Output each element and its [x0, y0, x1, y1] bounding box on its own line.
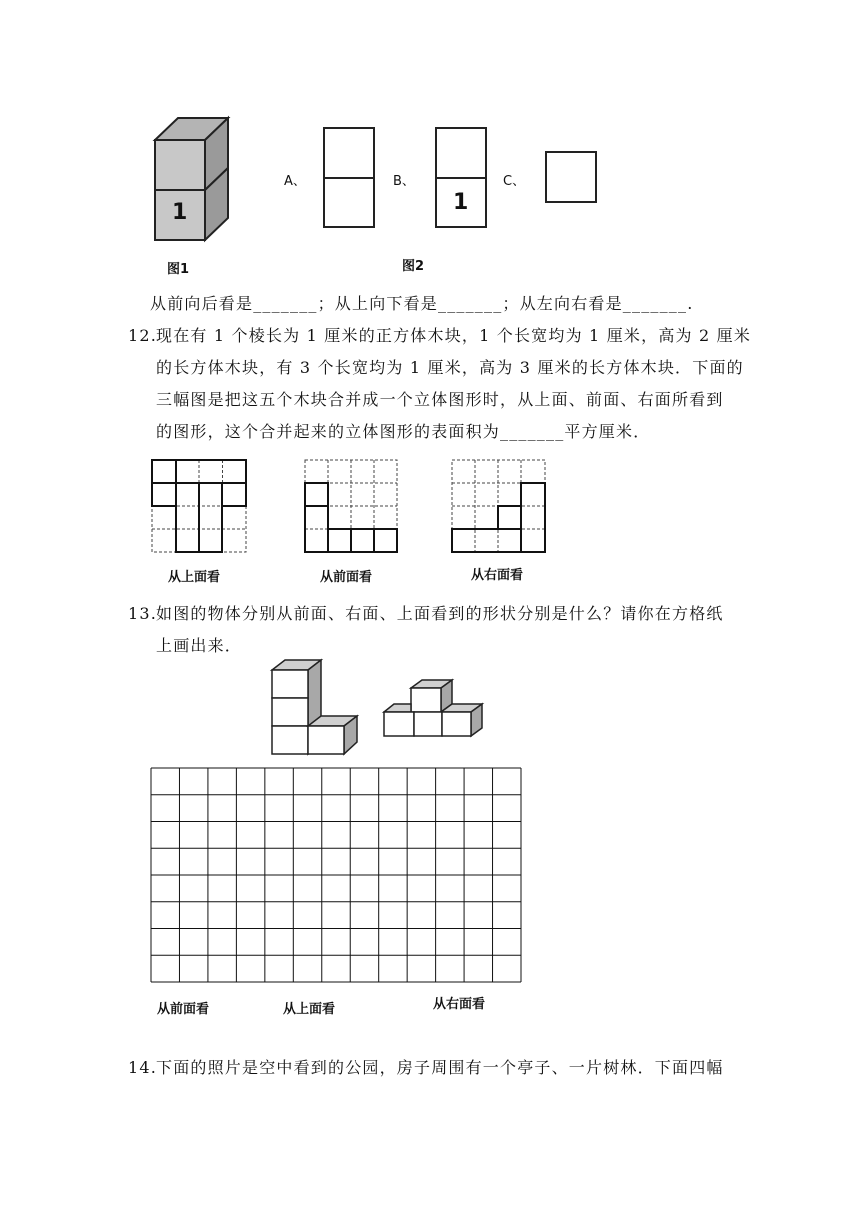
q11-answer-line: 从前向后看是_______；从上向下看是_______；从左向右看是_______.: [150, 294, 694, 313]
view-from-right-label: 从右面看: [471, 568, 524, 583]
grid-label-front: 从前面看: [157, 1002, 210, 1017]
q12-line-3: 三幅图是把这五个木块合并成一个立体图形时，从上面、前面、右面所看到: [156, 390, 724, 409]
cube-digit-label: 1: [172, 200, 188, 225]
q13-line-1: 如图的物体分别从前面、右面、上面看到的形状分别是什么？请你在方格纸: [156, 604, 724, 623]
grid-label-right: 从右面看: [433, 997, 486, 1012]
option-a-label: A、: [284, 174, 306, 189]
q12-line-2: 的长方体木块，有 3 个长宽均为 1 厘米，高为 3 厘米的长方体木块．下面的: [156, 358, 744, 377]
q12-line-4: 的图形，这个合并起来的立体图形的表面积为_______平方厘米．: [156, 422, 651, 441]
q14-number: 14.: [128, 1058, 158, 1077]
q13-line-2: 上画出来．: [156, 636, 243, 655]
option-b-digit-label: 1: [453, 190, 469, 215]
grid-label-top: 从上面看: [283, 1002, 336, 1017]
view-from-top-label: 从上面看: [168, 570, 221, 585]
figure-2-label: 图2: [402, 259, 425, 274]
option-b-label: B、: [393, 174, 415, 189]
q13-drawing-grid: [151, 768, 521, 982]
view-from-front-label: 从前面看: [320, 570, 373, 585]
q12-line-1: 现在有 1 个棱长为 1 厘米的正方体木块，1 个长宽均为 1 厘米，高为 2 厘米: [156, 326, 752, 345]
q14-line-1: 下面的照片是空中看到的公园，房子周围有一个亭子、一片树林．下面四幅: [156, 1058, 724, 1077]
q13-number: 13.: [128, 604, 158, 623]
figure-1-label: 图1: [167, 262, 190, 277]
q12-number: 12.: [128, 326, 158, 345]
option-c-label: C、: [503, 174, 526, 189]
